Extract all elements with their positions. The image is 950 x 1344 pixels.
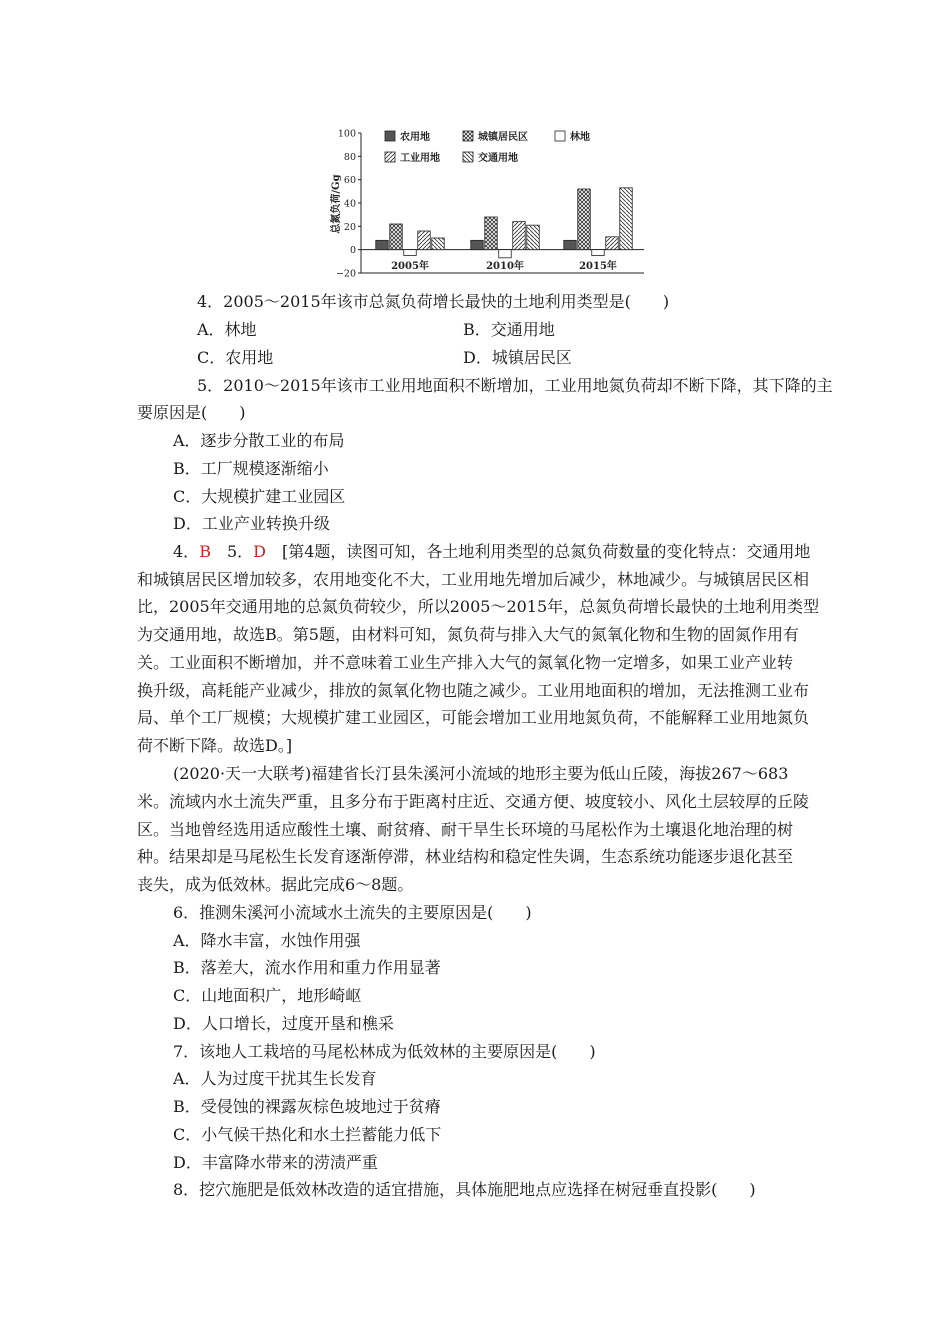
q8-stem: 8．挖穴施肥是低效林改造的适宜措施，具体施肥地点应选择在树冠垂直投影( ) — [173, 1180, 756, 1199]
passage-line: 丧失，成为低效林。据此完成6～8题。 — [137, 875, 414, 894]
answer-line: 和城镇居民区增加较多，农用地变化不大，工业用地先增加后减少，林地减少。与城镇居民区相 — [137, 570, 810, 589]
legend-swatch — [385, 131, 395, 141]
bar-2015年-工业用地 — [606, 237, 619, 250]
x-category-label: 2005年 — [391, 261, 429, 272]
q6-stem: 6．推测朱溪河小流域水土流失的主要原因是( ) — [173, 903, 532, 922]
answer-line-first — [173, 542, 810, 562]
y-tick-label: −20 — [335, 268, 356, 280]
legend-label: 农用地 — [400, 132, 430, 143]
q7-option-d: D．丰富降水带来的涝渍严重 — [173, 1153, 378, 1172]
q4-option-a: A．林地 — [197, 320, 257, 339]
bar-2015年-林地 — [592, 250, 605, 256]
answer-q4: B — [199, 542, 211, 561]
q4-option-c: C．农用地 — [197, 348, 274, 367]
legend-swatch — [385, 152, 395, 162]
passage-line: 区。当地曾经选用适应酸性土壤、耐贫瘠、耐干旱生长环境的马尾松作为土壤退化地治理的树 — [137, 820, 794, 839]
q6-option-b: B．落差大，流水作用和重力作用显著 — [173, 958, 441, 977]
bar-2015年-城镇居民区 — [578, 189, 591, 250]
bar-2015年-农用地 — [564, 240, 577, 249]
legend-label: 城镇居民区 — [478, 132, 528, 143]
answer-q5-label: 5． — [210, 542, 254, 561]
bar-2005年-工业用地 — [418, 231, 431, 250]
y-tick-label: 0 — [349, 245, 356, 257]
chart-axes — [336, 129, 644, 280]
nitrogen-load-chart — [330, 122, 650, 282]
y-tick-label: 60 — [343, 175, 356, 187]
q5-option-c: C．大规模扩建工业园区 — [173, 487, 346, 506]
answer-line: 关。工业面积不断增加，并不意味着工业生产排入大气的氮氧化物一定增多，如果工业产业转 — [137, 653, 794, 672]
q5-option-a: A．逐步分散工业的布局 — [173, 431, 345, 450]
bar-2015年-交通用地 — [620, 188, 633, 250]
answer-line: 为交通用地，故选B。第5题，由材料可知，氮负荷与排入大气的氮氧化物和生物的固氮作用有 — [137, 625, 799, 644]
legend-swatch — [463, 152, 473, 162]
bar-2005年-林地 — [404, 250, 417, 256]
bar-2005年-交通用地 — [432, 238, 445, 250]
bar-2010年-交通用地 — [527, 225, 540, 250]
answer-q5: D — [253, 542, 266, 561]
x-category-label: 2015年 — [579, 261, 617, 272]
legend-swatch — [463, 131, 473, 141]
passage-line: 种。结果却是马尾松生长发育逐渐停滞，林业结构和稳定性失调，生态系统功能逐步退化甚至 — [137, 847, 794, 866]
q5-option-d: D．工业产业转换升级 — [173, 514, 330, 533]
y-tick-label: 100 — [337, 128, 356, 140]
x-category-label: 2010年 — [486, 261, 524, 272]
answer-line: 换升级，高耗能产业减少，排放的氮氧化物也随之减少。工业用地面积的增加，无法推测工业布 — [137, 681, 810, 700]
answer-line: 局、单个工厂规模；大规模扩建工业园区，可能会增加工业用地氮负荷，不能解释工业用地氮负 — [137, 708, 810, 727]
bar-2010年-林地 — [499, 250, 512, 258]
bar-2010年-农用地 — [471, 240, 484, 249]
q4-option-d: D．城镇居民区 — [463, 348, 572, 367]
q5-option-b: B．工厂规模逐渐缩小 — [173, 459, 329, 478]
y-tick-label: 80 — [343, 151, 356, 163]
answer-line: 荷不断下降。故选D。] — [137, 736, 293, 755]
bar-2005年-农用地 — [376, 240, 389, 249]
q7-option-b: B．受侵蚀的裸露灰棕色坡地过于贫瘠 — [173, 1097, 441, 1116]
q5-stem-line1: 5．2010～2015年该市工业用地面积不断增加，工业用地氮负荷却不断下降，其下降的主 — [197, 376, 833, 395]
y-axis-label: 总氮负荷/Gg — [331, 174, 342, 234]
answer-q4-label: 4． — [173, 542, 200, 561]
q6-option-c: C．山地面积广，地形崎岖 — [173, 986, 362, 1005]
q4-stem: 4．2005～2015年该市总氮负荷增长最快的土地利用类型是( ) — [197, 292, 670, 311]
q7-option-c: C．小气候干热化和水土拦蓄能力低下 — [173, 1125, 442, 1144]
passage-line: 米。流域内水土流失严重，且多分布于距离村庄近、交通方便、坡度较小、风化土层较厚的丘陵 — [137, 792, 810, 811]
y-tick-label: 20 — [343, 221, 356, 233]
passage-line-first: (2020·天一大联考)福建省长汀县朱溪河小流域的地形主要为低山丘陵，海拔267～683 — [173, 764, 789, 783]
bar-2010年-工业用地 — [513, 222, 526, 250]
legend-swatch — [555, 131, 565, 141]
y-tick-label: 40 — [343, 198, 356, 210]
answer-explanation-start: [第4题，读图可知，各土地利用类型的总氮负荷数量的变化特点：交通用地 — [265, 542, 811, 561]
bar-2005年-城镇居民区 — [390, 224, 403, 250]
q7-option-a: A．人为过度干扰其生长发育 — [173, 1069, 377, 1088]
q7-stem: 7．该地人工栽培的马尾松林成为低效林的主要原因是( ) — [173, 1042, 596, 1061]
q4-option-b: B．交通用地 — [463, 320, 555, 339]
chart-legend — [385, 130, 590, 164]
answer-line: 比，2005年交通用地的总氮负荷较少，所以2005～2015年，总氮负荷增长最快的土地利用类型 — [137, 597, 820, 616]
q6-option-a: A．降水丰富，水蚀作用强 — [173, 931, 361, 950]
legend-label: 工业用地 — [400, 153, 440, 164]
bar-2010年-城镇居民区 — [485, 217, 498, 250]
q5-stem-line2: 要原因是( ) — [137, 403, 246, 422]
legend-label: 交通用地 — [478, 153, 518, 164]
chart-bars — [376, 188, 633, 272]
q6-option-d: D．人口增长，过度开垦和樵采 — [173, 1014, 394, 1033]
legend-label: 林地 — [570, 132, 590, 143]
